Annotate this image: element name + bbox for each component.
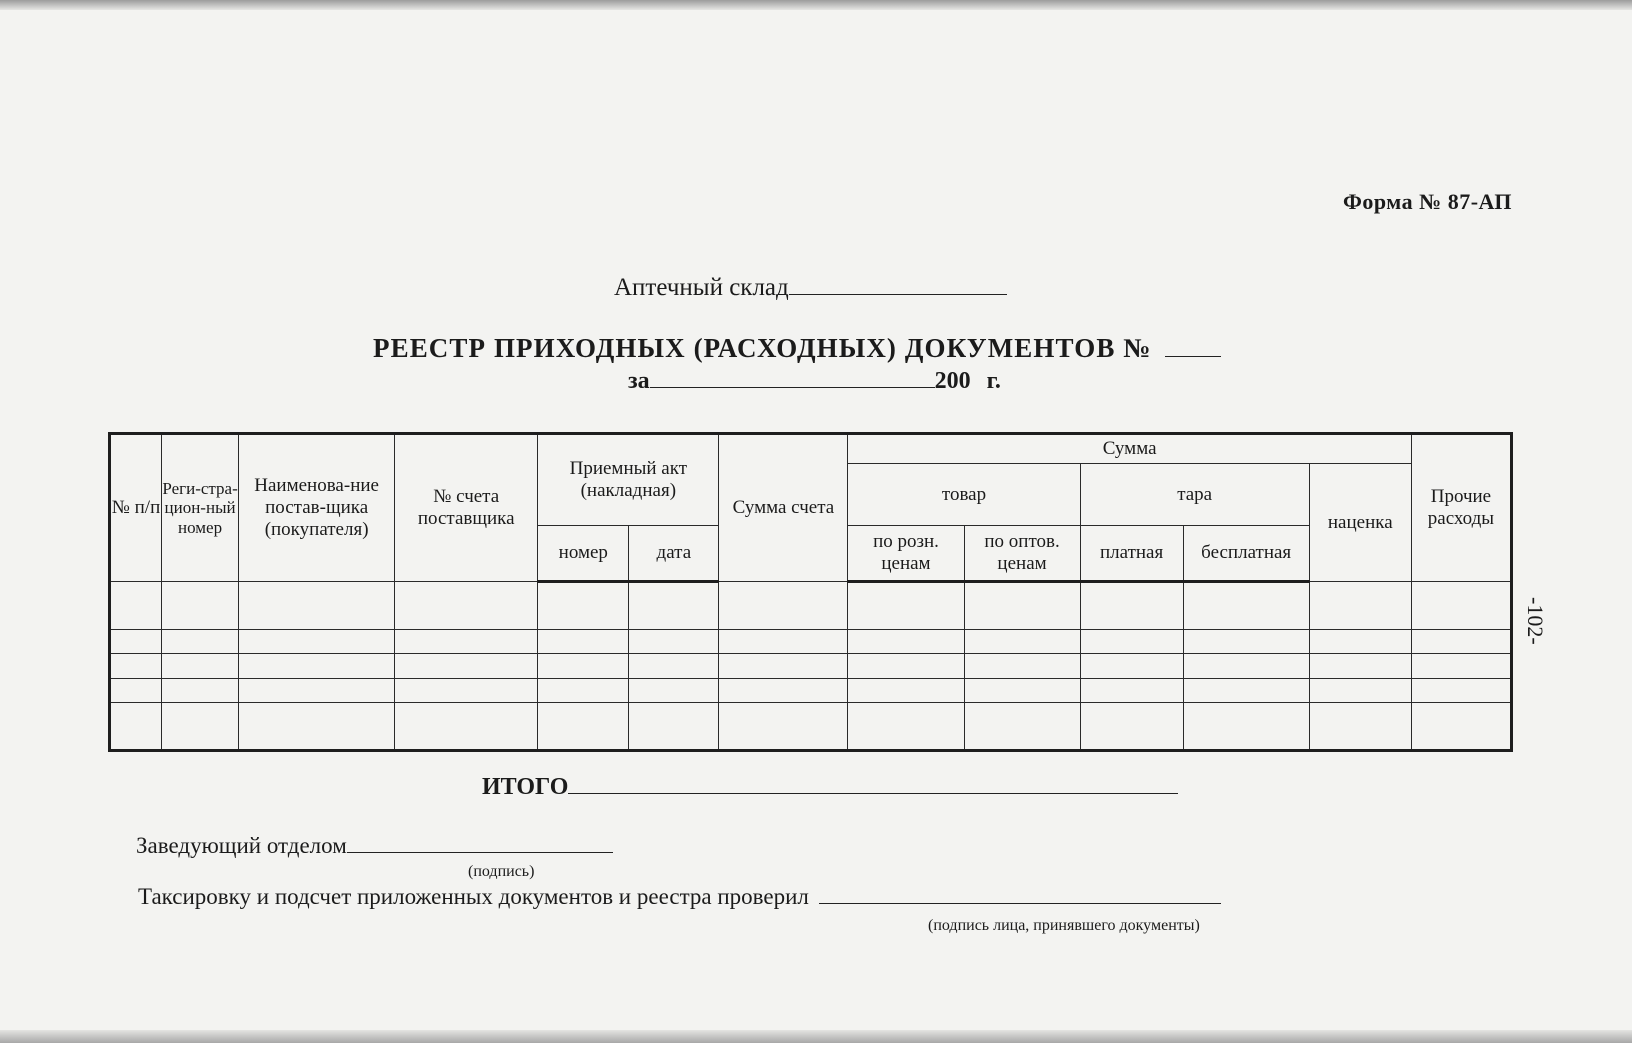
table-cell[interactable] (629, 678, 719, 702)
table-cell[interactable] (538, 678, 629, 702)
table-cell[interactable] (110, 678, 162, 702)
registry-title-text: РЕЕСТР ПРИХОДНЫХ (РАСХОДНЫХ) ДОКУМЕНТОВ № (373, 333, 1152, 363)
table-cell[interactable] (1183, 582, 1309, 630)
table-row (110, 582, 1512, 630)
header-registration-number: Реги-стра-цион-ный номер (162, 434, 239, 582)
table-cell[interactable] (1183, 654, 1309, 678)
table-cell[interactable] (1080, 582, 1183, 630)
period-line (628, 368, 1001, 395)
header-row-number: № п/п (110, 434, 162, 582)
manager-signature-blank[interactable] (347, 852, 613, 853)
header-sum: Сумма (848, 434, 1411, 464)
table-cell[interactable] (719, 702, 848, 750)
table-cell[interactable] (848, 654, 964, 678)
table-cell[interactable] (538, 582, 629, 630)
period-year: 200 (934, 368, 971, 394)
table-cell[interactable] (1309, 654, 1411, 678)
registry-title (373, 333, 1221, 364)
table-cell[interactable] (719, 582, 848, 630)
table-cell[interactable] (162, 582, 239, 630)
table-cell[interactable] (1309, 582, 1411, 630)
pharmacy-warehouse-line (614, 274, 1007, 302)
form-number: Форма № 87-АП (1342, 189, 1512, 214)
pharmacy-warehouse-blank[interactable] (789, 294, 1007, 295)
table-cell[interactable] (538, 654, 629, 678)
total-blank[interactable] (568, 793, 1178, 794)
header-goods-retail: по розн. ценам (848, 526, 964, 582)
registry-number-blank[interactable] (1165, 356, 1221, 357)
header-markup: наценка (1309, 464, 1411, 582)
period-year-suffix: г. (986, 368, 1001, 394)
header-other-expenses: Прочие расходы (1411, 434, 1511, 582)
table-cell[interactable] (1411, 702, 1511, 750)
table-cell[interactable] (538, 630, 629, 654)
header-goods: товар (848, 464, 1080, 526)
table-cell[interactable] (848, 582, 964, 630)
table-row (110, 630, 1512, 654)
registry-table (108, 432, 1513, 752)
header-receipt-date: дата (629, 526, 719, 582)
table-cell[interactable] (1080, 654, 1183, 678)
table-cell[interactable] (719, 630, 848, 654)
table-cell[interactable] (1080, 630, 1183, 654)
header-receipt-number: номер (538, 526, 629, 582)
table-cell[interactable] (239, 654, 395, 678)
header-receipt-act: Приемный акт (накладная) (538, 434, 719, 526)
table-row (110, 654, 1512, 678)
table-cell[interactable] (110, 654, 162, 678)
table-cell[interactable] (719, 678, 848, 702)
scan-bottom-edge (0, 1030, 1632, 1043)
table-cell[interactable] (1080, 678, 1183, 702)
checked-label: Таксировку и подсчет приложенных документов и реестра проверил (138, 884, 809, 909)
header-container-paid: платная (1080, 526, 1183, 582)
table-cell[interactable] (395, 702, 538, 750)
table-cell[interactable] (964, 654, 1080, 678)
pharmacy-warehouse-label: Аптечный склад (614, 274, 789, 301)
manager-line (136, 833, 613, 859)
table-cell[interactable] (629, 702, 719, 750)
table-cell[interactable] (1411, 678, 1511, 702)
table-cell[interactable] (395, 678, 538, 702)
table-cell[interactable] (395, 582, 538, 630)
manager-signature-caption: (подпись) (468, 863, 535, 880)
table-cell[interactable] (848, 678, 964, 702)
header-container-free: бесплатная (1183, 526, 1309, 582)
table-cell[interactable] (964, 678, 1080, 702)
table-cell[interactable] (395, 630, 538, 654)
header-container: тара (1080, 464, 1309, 526)
header-invoice-number: № счета поставщика (395, 434, 538, 582)
table-cell[interactable] (629, 630, 719, 654)
table-cell[interactable] (629, 582, 719, 630)
table-row (110, 702, 1512, 750)
header-supplier-name: Наименова-ние постав-щика (покупателя) (239, 434, 395, 582)
table-row (110, 678, 1512, 702)
checked-signature-blank[interactable] (819, 903, 1221, 904)
table-cell[interactable] (110, 582, 162, 630)
table-cell[interactable] (1411, 582, 1511, 630)
table-cell[interactable] (848, 630, 964, 654)
table-cell[interactable] (239, 678, 395, 702)
period-prefix: за (628, 368, 650, 394)
table-cell[interactable] (629, 654, 719, 678)
table-cell[interactable] (239, 582, 395, 630)
table-cell[interactable] (1411, 630, 1511, 654)
page-number: -102- (1523, 597, 1548, 645)
table-cell[interactable] (1183, 630, 1309, 654)
table-cell[interactable] (395, 654, 538, 678)
table-cell[interactable] (538, 702, 629, 750)
table-cell[interactable] (239, 702, 395, 750)
table-cell[interactable] (964, 582, 1080, 630)
table-cell[interactable] (162, 702, 239, 750)
table-cell[interactable] (1309, 630, 1411, 654)
header-goods-wholesale: по оптов. ценам (964, 526, 1080, 582)
table-cell[interactable] (1183, 702, 1309, 750)
scan-top-edge (0, 0, 1632, 10)
table-cell[interactable] (1309, 702, 1411, 750)
table-cell[interactable] (1080, 702, 1183, 750)
table-cell[interactable] (719, 654, 848, 678)
table-cell[interactable] (162, 630, 239, 654)
table-cell[interactable] (110, 630, 162, 654)
total-label: ИТОГО (482, 774, 569, 800)
registry-body (110, 582, 1512, 751)
table-cell[interactable] (964, 630, 1080, 654)
table-cell[interactable] (162, 678, 239, 702)
checked-signature-caption: (подпись лица, принявшего документы) (928, 917, 1200, 934)
table-cell[interactable] (848, 702, 964, 750)
manager-label: Заведующий отделом (136, 833, 347, 858)
table-cell[interactable] (1309, 678, 1411, 702)
header-invoice-sum: Сумма счета (719, 434, 848, 582)
table-cell[interactable] (1411, 654, 1511, 678)
table-cell[interactable] (239, 630, 395, 654)
table-cell[interactable] (1183, 678, 1309, 702)
table-cell[interactable] (162, 654, 239, 678)
table-cell[interactable] (964, 702, 1080, 750)
table-cell[interactable] (110, 702, 162, 750)
period-blank[interactable] (650, 387, 935, 388)
checked-line (138, 884, 1221, 910)
total-line (482, 774, 1178, 801)
